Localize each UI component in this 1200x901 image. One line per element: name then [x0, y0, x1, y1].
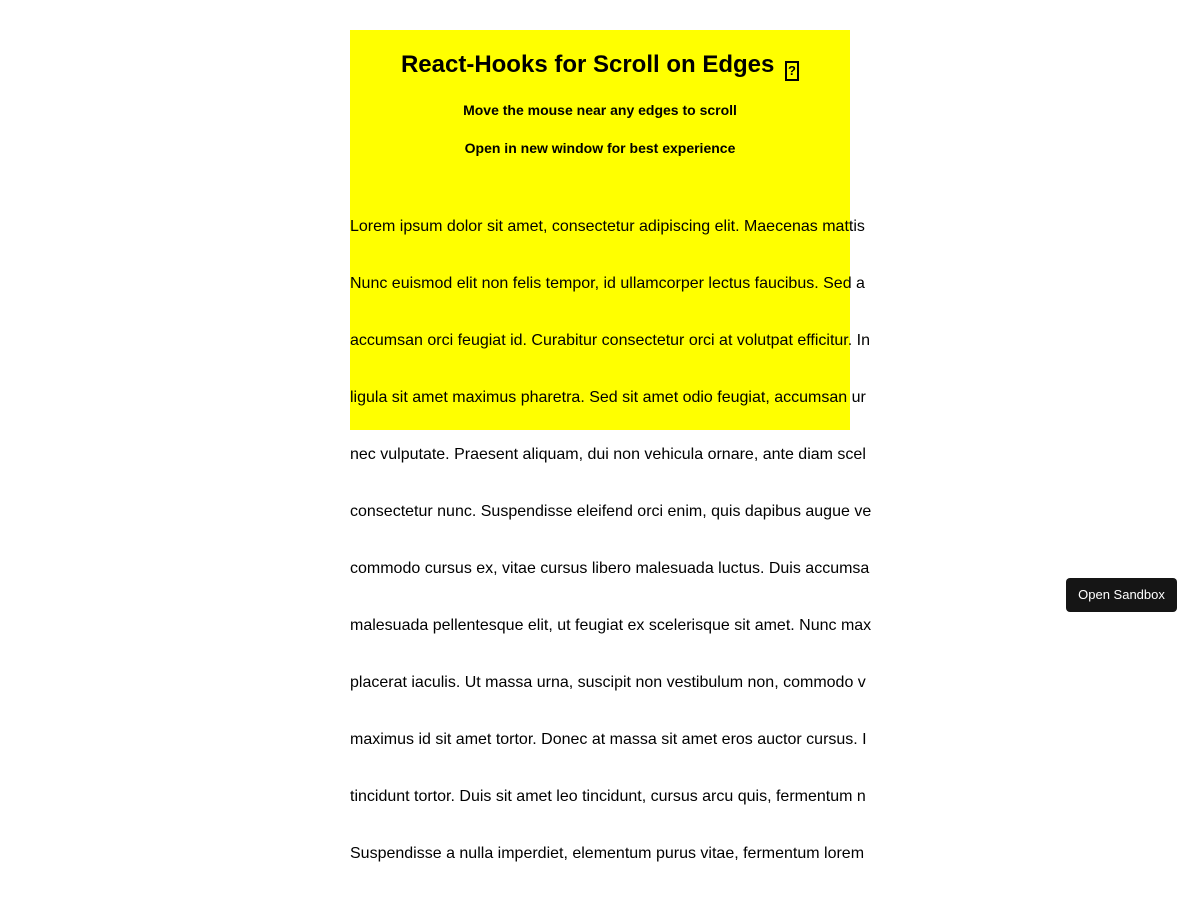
lorem-line: Lorem ipsum dolor sit amet, consectetur adipiscing elit. Maecenas mattis [350, 218, 865, 235]
page-title-text: React-Hooks for Scroll on Edges [400, 51, 775, 78]
scroll-content [350, 30, 872, 901]
open-sandbox-button[interactable]: Open Sandbox [1066, 578, 1177, 612]
lorem-line: Nunc euismod elit non felis tempor, id ullamcorper lectus faucibus. Sed a [350, 275, 865, 292]
lorem-line: commodo cursus ex, vitae cursus libero malesuada luctus. Duis accumsa [350, 560, 870, 577]
lorem-line: Suspendisse a nulla imperdiet, elementum purus vitae, fermentum lorem [350, 845, 865, 862]
lorem-line: nec vulputate. Praesent aliquam, dui non vehicula ornare, ante diam scel [350, 446, 866, 463]
lorem-line: ligula sit amet maximus pharetra. Sed sit amet odio feugiat, accumsan ur [350, 389, 866, 406]
lorem-line: maximus id sit amet tortor. Donec at massa sit amet eros auctor cursus. I [350, 731, 867, 748]
lorem-line: placerat iaculis. Ut massa urna, suscipit non vestibulum non, commodo v [350, 674, 866, 691]
lorem-line: tincidunt tortor. Duis sit amet leo tincidunt, cursus arcu quis, fermentum n [350, 788, 866, 805]
lorem-paragraph [350, 179, 872, 901]
lorem-line: consectetur nunc. Suspendisse eleifend orci enim, quis dapibus augue ve [350, 503, 872, 520]
instruction-scroll: Move the mouse near any edges to scroll [463, 102, 737, 118]
page-title [350, 30, 850, 81]
instruction-new-window: Open in new window for best experience [464, 140, 736, 156]
lorem-line: malesuada pellentesque elit, ut feugiat ex scelerisque sit amet. Nunc max [350, 617, 872, 634]
edge-scroll-container[interactable] [350, 30, 872, 862]
missing-emoji-icon: ? [785, 61, 799, 81]
lorem-line: accumsan orci feugiat id. Curabitur consectetur orci at volutpat efficitur. In [350, 332, 870, 349]
